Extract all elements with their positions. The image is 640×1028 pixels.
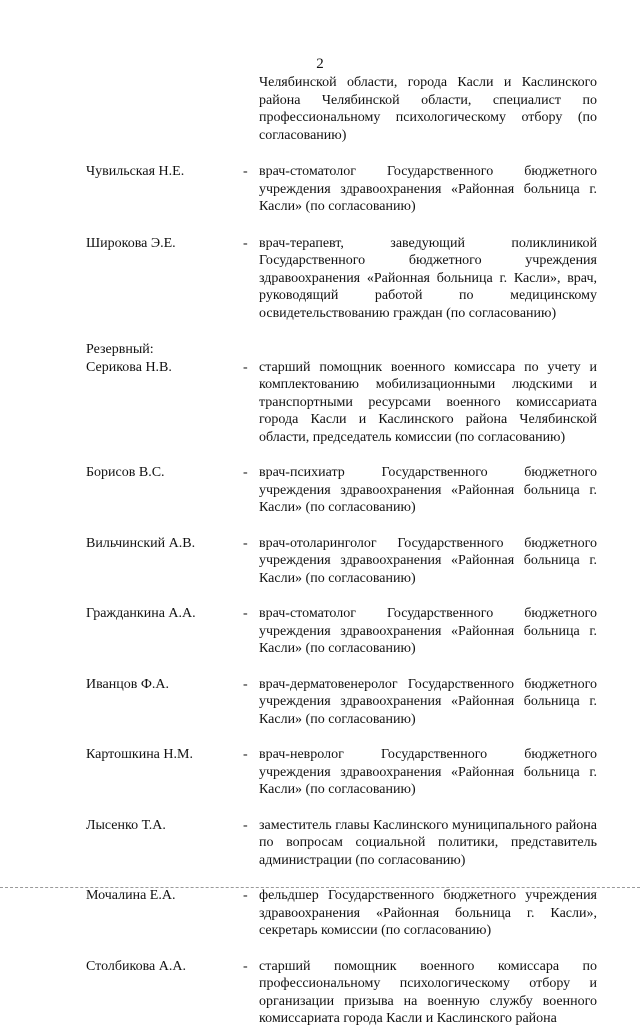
reserve-member-entry <box>0 605 640 658</box>
member-role: врач-стоматолог Государственного бюджетного учреждения здравоохранения «Районная больница г. Касли» (по согласованию) <box>259 606 597 656</box>
reserve-member-entry <box>0 676 640 729</box>
member-name: Картошкина Н.М. <box>86 747 193 762</box>
member-name: Иванцов Ф.А. <box>86 676 170 692</box>
continuation-entry <box>0 74 640 144</box>
member-role: заместитель главы Каслинского муниципального района по вопросам социальной политики, представитель администрации (по согласованию) <box>259 817 597 868</box>
reserve-heading: Резервный: <box>86 342 154 357</box>
page-number: 2 <box>316 56 324 72</box>
document-body <box>0 74 640 1028</box>
reserve-member-entry <box>0 746 640 799</box>
member-entry <box>0 163 640 216</box>
member-name: Вильчинский А.В. <box>86 535 196 551</box>
member-name: Широкова Э.Е. <box>86 235 176 251</box>
member-role: врач-невролог Государственного бюджетного учреждения здравоохранения «Районная больница г. Касли» (по согласованию) <box>259 747 597 797</box>
member-role: врач-психиатр Государственного бюджетного учреждения здравоохранения «Районная больница г. Касли» (по согласованию) <box>259 465 597 515</box>
dash-separator: - <box>243 235 248 251</box>
member-role: врач-дерматовенеролог Государственного бюджетного учреждения здравоохранения «Районная больница г. Касли» (по согласованию) <box>259 676 597 727</box>
member-name: Борисов В.С. <box>86 465 165 480</box>
dash-separator: - <box>243 359 248 375</box>
member-name: Мочалина Е.А. <box>86 888 176 903</box>
member-role: фельдшер Государственного бюджетного учреждения здравоохранения «Районная больница г. Касли», секретарь комиссии (по согласованию) <box>259 888 597 938</box>
dash-separator: - <box>243 606 248 621</box>
reserve-member-entry <box>0 958 640 1028</box>
member-role: врач-отоларинголог Государственного бюджетного учреждения здравоохранения «Районная больница г. Касли» (по согласованию) <box>259 535 597 586</box>
member-name: Чувильская Н.Е. <box>86 164 185 179</box>
dash-separator: - <box>243 535 248 551</box>
member-entry <box>0 235 640 323</box>
reserve-member-entry <box>0 464 640 517</box>
dash-separator: - <box>243 164 248 179</box>
member-role: старший помощник военного комиссара по учету и комплектованию мобилизационными людскими и транспортными ресурсами военного комиссариата города Касли и Каслинского района Челябинской области, председатель комиссии (по согласованию) <box>259 359 597 445</box>
member-name: Лысенко Т.А. <box>86 817 166 833</box>
dash-separator: - <box>243 958 248 974</box>
reserve-member-entry <box>0 817 640 870</box>
member-role: старший помощник военного комиссара по профессиональному психологическому отбору и организации призыва на военную службу военного комиссариата города Касли и Каслинского района <box>259 958 597 1026</box>
member-role: врач-стоматолог Государственного бюджетного учреждения здравоохранения «Районная больница г. Касли» (по согласованию) <box>259 164 597 214</box>
dash-separator: - <box>243 817 248 833</box>
dash-separator: - <box>243 747 248 762</box>
dash-separator: - <box>243 888 248 903</box>
reserve-member-entry <box>0 887 640 940</box>
dash-separator: - <box>243 465 248 480</box>
continuation-text: Челябинской области, города Касли и Каслинского района Челябинской области, специалист по профессиональному психологическому отбору (по согласованию) <box>259 75 597 143</box>
member-role: врач-терапевт, заведующий поликлиникой Государственного бюджетного учреждения здравоохранения «Районная больница г. Касли», врач, руководящий работой по медицинскому освидетельствованию граждан (по согласованию) <box>259 235 597 321</box>
member-name: Гражданкина А.А. <box>86 606 196 621</box>
dash-separator: - <box>243 676 248 692</box>
page-bottom-rule <box>0 887 640 889</box>
reserve-member-entry <box>0 535 640 588</box>
reserve-member-entry <box>0 359 640 447</box>
member-name: Столбикова А.А. <box>86 958 186 974</box>
member-name: Серикова Н.В. <box>86 359 172 375</box>
